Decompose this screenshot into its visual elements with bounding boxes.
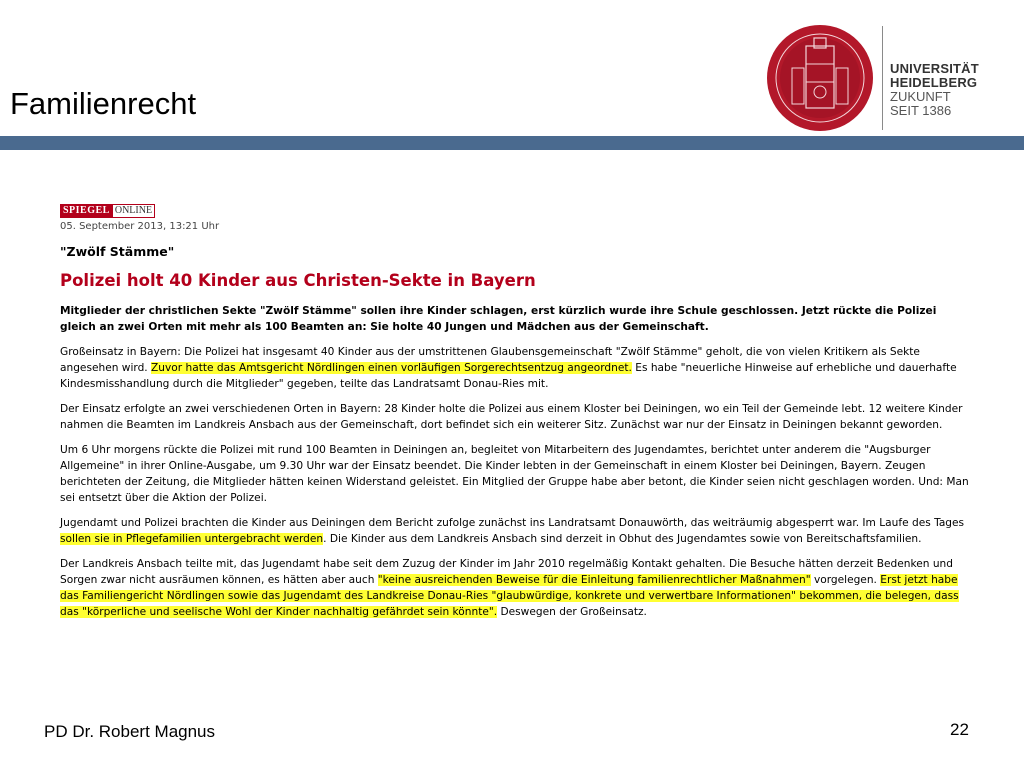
logo-wordmark <box>890 62 979 118</box>
article-paragraph-2: Der Einsatz erfolgte an zwei verschiedenen Orten in Bayern: 28 Kinder holte die Polizei aus einem Kloster bei Deiningen, wo ein Teil der Gemeinde lebt. 12 weitere Kinder nahmen die Beamten im Landkreis Ansbach aus der Gemeinschaft, dort befindet sich ein weiterer Sitz. Zunächst war nur der Einsatz in Deiningen bekannt geworden. <box>60 403 963 431</box>
logo-divider <box>882 26 883 130</box>
p3-link-augsburger: "Augsburger Allgemeine" <box>60 444 931 472</box>
p5-highlight-2: Erst jetzt habe das Familiengericht Nördlingen sowie das Jugendamt des Landkreise Donau-Ries "glaubwürdige, konkrete und verwertbare Informationen" bekommen, die belegen, dass das "körperliche und seelische Wohl der Kinder nachhaltig gefährdet sein könnte". <box>60 574 959 618</box>
p5-text-a: Der Landkreis Ansbach teilte mit, das Jugendamt habe seit dem Zuzug der Kinder im Jahr 2010 regelmäßig Kontakt gehalten. Die Besuche hätten derzeit Bedenken und Sorgen zwar nicht ausräumen können, es hätten aber auch <box>60 558 953 586</box>
spiegel-online-logo <box>60 204 155 218</box>
p4-text-b: . Die Kinder aus dem Landkreis Ansbach sind derzeit in Obhut des Jugendamtes sowie von Bereitschaftsfamilien. <box>323 533 922 545</box>
spiegel-logo-part1: SPIEGEL <box>60 204 113 218</box>
article-date: 05. September 2013, 13:21 Uhr <box>60 221 220 232</box>
slide-title: Familienrecht <box>10 86 197 121</box>
logo-line-seit: SEIT 1386 <box>890 103 952 118</box>
p5-highlight-1: "keine ausreichenden Beweise für die Einleitung familienrechtlicher Maßnahmen" <box>377 574 811 586</box>
article-paragraph-3 <box>60 442 972 506</box>
p5-text-b: vorgelegen. <box>810 574 881 586</box>
university-seal-icon <box>766 24 874 132</box>
logo-line-heidelberg: HEIDELBERG <box>890 75 978 90</box>
p3-text-b: in ihrer Online-Ausgabe, um 9.30 Uhr war der Einsatz beendet. Die Kinder lebten in der Gemeinschaft in einem Kloster bei Deiningen, Bayern. Zeugen berichteten der Zeitung, die Mitglieder hätten keinen Widerstand geleistet. Ein Mitglied der Gruppe habe aber betont, die Kinder seien nicht geschlagen worden. Und: Man sei entsetzt über die Aktion der Polizei. <box>60 460 969 504</box>
logo-line-zukunft: ZUKUNFT <box>890 89 951 104</box>
article-paragraph-5 <box>60 556 972 620</box>
p1-text-a: Großeinsatz in Bayern: Die Polizei hat insgesamt 40 Kinder aus der umstrittenen Glaubensgemeinschaft "Zwölf Stämme" geholt, die von vielen Kritikern als Sekte angesehen wird. <box>60 346 920 374</box>
article-clipping <box>60 198 972 620</box>
article-kicker: "Zwölf Stämme" <box>60 244 175 259</box>
p1-highlight: Zuvor hatte das Amtsgericht Nördlingen einen vorläufigen Sorgerechtsentzug angeordnet. <box>151 362 632 374</box>
p5-text-c: Deswegen der Großeinsatz. <box>497 606 647 618</box>
page-number: 22 <box>950 720 969 739</box>
article-paragraph-1 <box>60 344 972 392</box>
logo-line-universitaet: UNIVERSITÄT <box>890 61 979 76</box>
p4-text-a: Jugendamt und Polizei brachten die Kinder aus Deiningen dem Bericht zufolge zunächst ins Landratsamt Donauwörth, das weiträumig abgesperrt war. Im Laufe des Tages <box>60 517 965 529</box>
article-paragraph-4 <box>60 515 972 547</box>
footer-author: PD Dr. Robert Magnus <box>44 722 216 741</box>
university-logo <box>766 24 979 134</box>
article-lead: Mitglieder der christlichen Sekte "Zwölf Stämme" sollen ihre Kinder schlagen, erst kürzlich wurde ihre Schule geschlossen. Jetzt rückte die Polizei gleich an zwei Orten mit mehr als 100 Beamten an: Sie holte 40 Jungen und Mädchen aus der Gemeinschaft. <box>60 305 937 333</box>
title-bar <box>0 136 1024 150</box>
p4-highlight: sollen sie in Pflegefamilien untergebracht werden <box>60 533 324 545</box>
article-headline: Polizei holt 40 Kinder aus Christen-Sekte in Bayern <box>60 271 536 290</box>
p1-text-b: Es habe "neuerliche Hinweise auf erhebliche und dauerhafte Kindesmisshandlung durch die Mitglieder" gegeben, teilte das Landratsamt Donau-Ries mit. <box>60 362 957 390</box>
p3-text-a: Um 6 Uhr morgens rückte die Polizei mit rund 100 Beamten in Deiningen an, begleitet von Mitarbeitern des Jugendamtes, berichtet unter anderem die <box>60 444 865 456</box>
spiegel-logo-part2: ONLINE <box>113 204 155 218</box>
